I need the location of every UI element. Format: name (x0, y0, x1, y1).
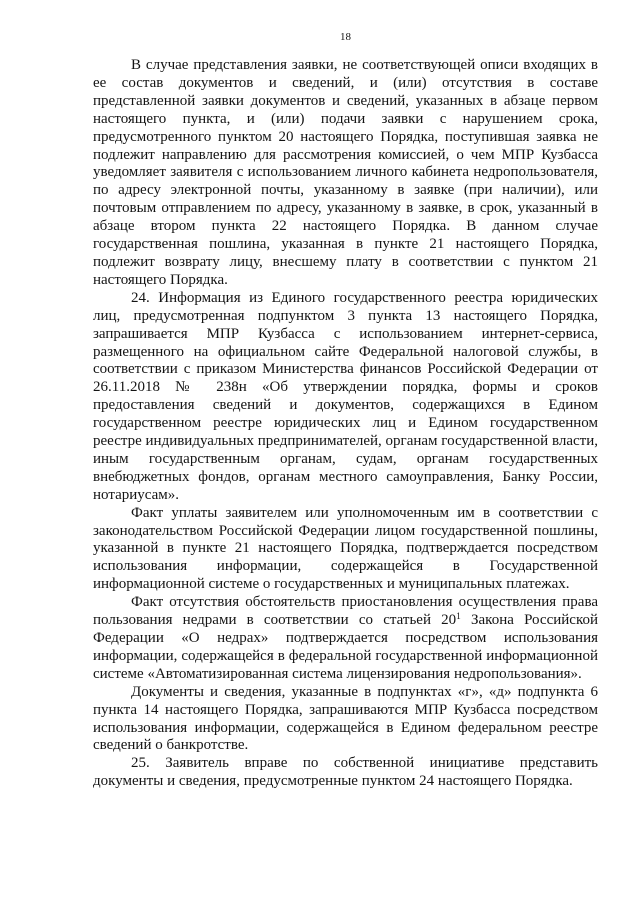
paragraph-text-part: Факт отсутствия обстоятельств приостановления осуществления права пользования недрами в соответствии со статьей 20 (93, 594, 598, 629)
page-number: 18 (340, 31, 351, 43)
paragraph-24-egrul-request: 24. Информация из Единого государственного реестра юридических лиц, предусмотренная подпунктом 3 пункта 13 настоящего Порядка, запрашивается МПР Кузбасса с использованием интернет-сервиса, размещенного на официальном сайте Федеральной налоговой службы, в соответствии с приказом Министерства финансов Российской Федерации от 26.11.2018 № 238н «Об утверждении порядка, формы и сроков предоставления сведений и документов, содержащихся в Едином государственном реестре юридических лиц и Едином государственном реестре индивидуальных предпринимателей, органам государственной власти, иным государственным органам, судам, органам государственных внебюджетных фондов, органам местного самоуправления, Банку России, нотариусам». (93, 289, 598, 503)
paragraph-text-part: Закона Российской Федерации «О недрах» подтверждается посредством использования информации, содержащейся в федеральной государственной информационной системе «Автоматизированная система лицензирования недропользования». (93, 612, 598, 682)
paragraph-application-rejection: В случае представления заявки, не соответствующей описи входящих в ее состав документов и сведений, и (или) отсутствия в составе представленной заявки документов и сведений, указанных в абзаце первом настоящего пункта, и (или) подачи заявки с нарушением срока, предусмотренного пунктом 20 настоящего Порядка, поступившая заявка не подлежит направлению для рассмотрения комиссией, о чем МПР Кузбасса уведомляет заявителя с использованием личного кабинета недропользователя, по адресу электронной почты, указанному в заявке (при наличии), или почтовым отправлением по адресу, указанному в заявке, в срок, указанный в абзаце втором пункта 22 настоящего Порядка. В данном случае государственная пошлина, указанная в пункте 21 настоящего Порядка, подлежит возврату лицу, внесшему плату в соответствии с пунктом 21 настоящего Порядка. (93, 57, 598, 288)
paragraph-25-applicant-right: 25. Заявитель вправе по собственной инициативе представить документы и сведения, предусмотренные пунктом 24 настоящего Порядка. (93, 755, 598, 790)
paragraph-bankruptcy-registry: Документы и сведения, указанные в подпунктах «г», «д» подпункта 6 пункта 14 настоящего Порядка, запрашиваются МПР Кузбасса посредством использования информации, содержащейся в Едином федеральном реестре сведений о банкротстве. (93, 683, 598, 754)
article-superscript: 1 (456, 611, 461, 622)
paragraph-subsoil-suspension-check (93, 594, 598, 684)
paragraph-state-fee-confirmation: Факт уплаты заявителем или уполномоченным им в соответствии с законодательством Российской Федерации лицом государственной пошлины, указанной в пункте 21 настоящего Порядка, подтверждается посредством использования информации, содержащейся в Государственной информационной системе о государственных и муниципальных платежах. (93, 504, 598, 593)
document-body (93, 57, 598, 791)
